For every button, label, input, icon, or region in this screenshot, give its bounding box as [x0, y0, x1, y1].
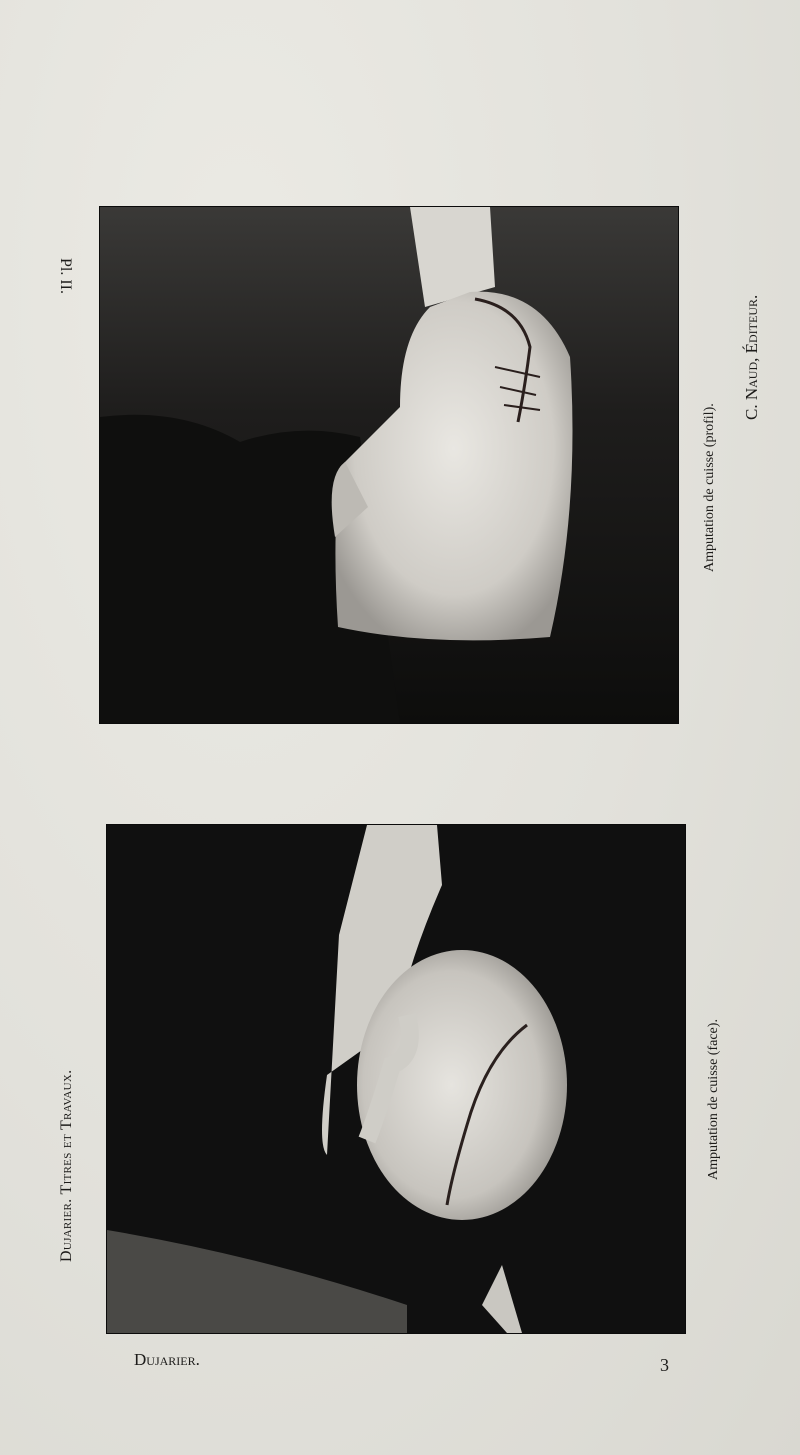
- plate-number: Pl. II.: [57, 258, 74, 294]
- caption-face: Amputation de cuisse (face).: [706, 1019, 721, 1180]
- running-header: Dujarier. Titres et Travaux.: [58, 1069, 75, 1262]
- page-number: 3: [660, 1355, 669, 1375]
- footer-author: Dujarier.: [134, 1350, 200, 1369]
- caption-profile: Amputation de cuisse (profil).: [702, 403, 717, 572]
- publisher-credit: C. Naud, Éditeur.: [742, 294, 761, 420]
- photo-amputation-face: [107, 825, 685, 1333]
- photo-amputation-profile: [100, 207, 678, 723]
